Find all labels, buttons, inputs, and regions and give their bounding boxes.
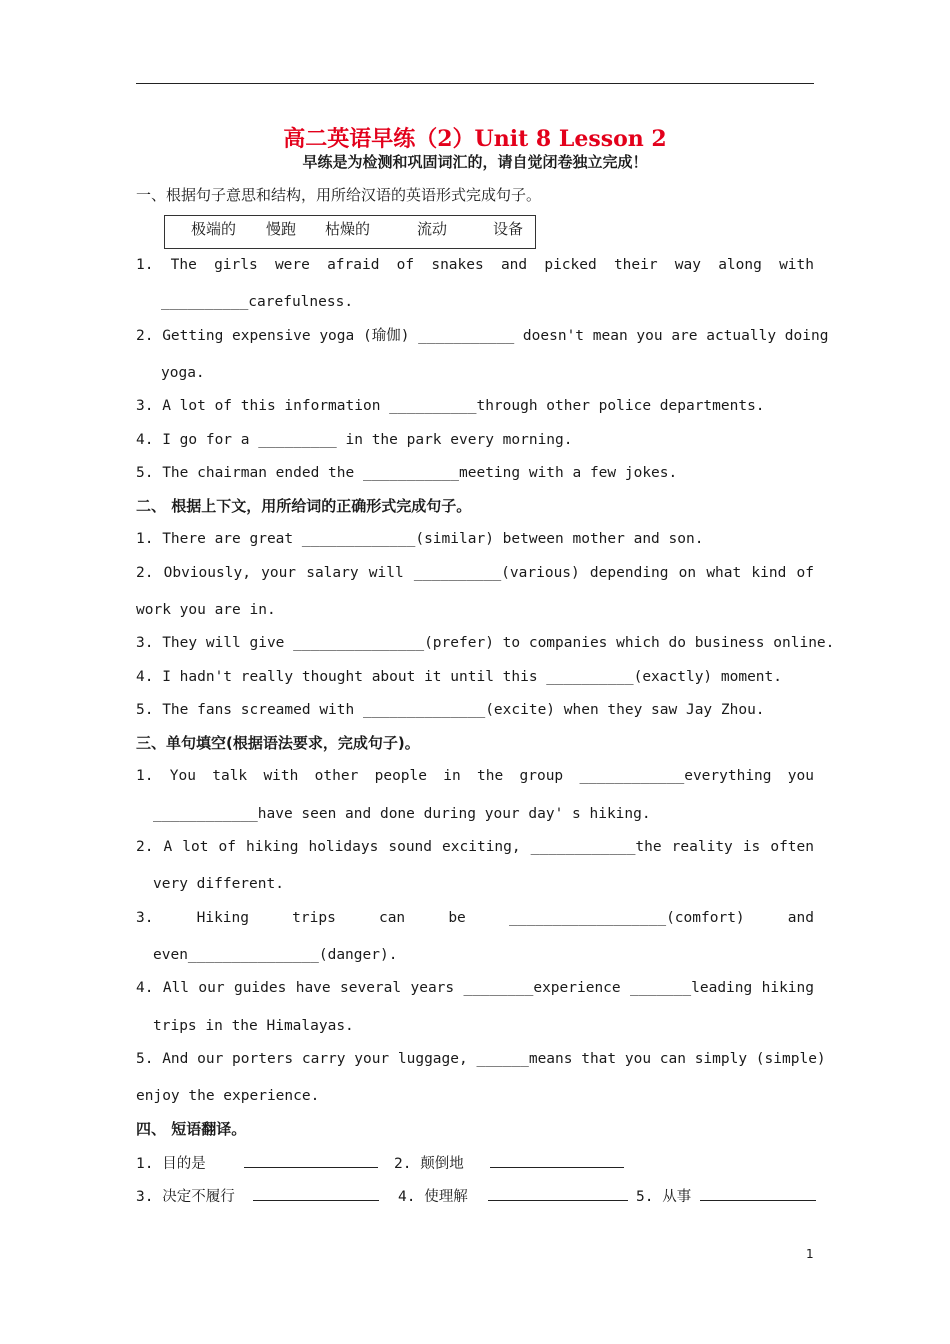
s1-question-5: 5. The chairman ended the ___________meeting with a few jokes. bbox=[136, 465, 678, 481]
phrase-item-4 bbox=[398, 1186, 628, 1207]
word-box-item: 流动 bbox=[417, 220, 448, 238]
s3-question-5: 5. And our porters carry your luggage, ______means that you can simply (simple) bbox=[136, 1051, 826, 1067]
s3-question-5-cont: enjoy the experience. bbox=[136, 1088, 320, 1104]
s1-question-4: 4. I go for a _________ in the park every morning. bbox=[136, 432, 573, 448]
section-3-heading: 三、单句填空(根据语法要求，完成句子)。 bbox=[136, 734, 420, 752]
s1-question-2: 2. Getting expensive yoga (瑜伽) ___________ doesn't mean you are actually doing bbox=[136, 328, 829, 344]
section-2-heading: 二、 根据上下文，用所给词的正确形式完成句子。 bbox=[136, 497, 472, 515]
answer-blank bbox=[244, 1153, 378, 1168]
s1-question-3: 3. A lot of this information __________through other police departments. bbox=[136, 398, 765, 414]
phrase-label: 5. 从事 bbox=[636, 1189, 692, 1205]
phrase-item-3 bbox=[136, 1186, 379, 1207]
word-box-item: 枯燥的 bbox=[325, 220, 371, 238]
page-subtitle: 早练是为检测和巩固词汇的，请自觉闭卷独立完成！ bbox=[302, 153, 648, 171]
word-box-item: 极端的 bbox=[191, 220, 237, 238]
s3-question-3-cont: even_______________(danger). bbox=[153, 947, 398, 963]
answer-blank bbox=[700, 1186, 816, 1201]
answer-blank bbox=[490, 1153, 624, 1168]
phrase-label: 3. 决定不履行 bbox=[136, 1189, 235, 1205]
phrase-label: 1. 目的是 bbox=[136, 1156, 206, 1172]
phrase-item-5 bbox=[636, 1186, 816, 1207]
word-box-item: 慢跑 bbox=[266, 220, 297, 238]
s3-question-1: 1. You talk with other people in the group ____________everything you bbox=[136, 768, 814, 784]
s2-question-5: 5. The fans screamed with ______________(excite) when they saw Jay Zhou. bbox=[136, 702, 765, 718]
s2-question-2: 2. Obviously, your salary will __________(various) depending on what kind of bbox=[136, 565, 814, 581]
answer-blank bbox=[488, 1186, 628, 1201]
answer-blank bbox=[253, 1186, 379, 1201]
phrase-item-1 bbox=[136, 1153, 378, 1174]
s3-question-1-cont: ____________have seen and done during your day' s hiking. bbox=[153, 806, 651, 822]
s2-question-2-cont: work you are in. bbox=[136, 602, 276, 618]
s2-question-3: 3. They will give _______________(prefer) to companies which do business online. bbox=[136, 635, 835, 651]
page-number: 1 bbox=[806, 1247, 814, 1261]
page-title: 高二英语早练（2）Unit 8 Lesson 2 bbox=[283, 126, 667, 152]
phrase-label: 2. 颠倒地 bbox=[394, 1156, 464, 1172]
s3-question-2: 2. A lot of hiking holidays sound exciting, ____________the reality is often bbox=[136, 839, 814, 855]
s2-question-1: 1. There are great _____________(similar) between mother and son. bbox=[136, 531, 704, 547]
phrase-label: 4. 使理解 bbox=[398, 1189, 468, 1205]
s2-question-4: 4. I hadn't really thought about it until this __________(exactly) moment. bbox=[136, 669, 783, 685]
s3-question-4: 4. All our guides have several years ________experience _______leading hiking bbox=[136, 980, 814, 996]
s3-question-4-cont: trips in the Himalayas. bbox=[153, 1018, 354, 1034]
phrase-item-2 bbox=[394, 1153, 624, 1174]
word-box-item: 设备 bbox=[493, 220, 524, 238]
top-rule bbox=[136, 83, 814, 84]
section-1-heading: 一、根据句子意思和结构，用所给汉语的英语形式完成句子。 bbox=[136, 186, 542, 204]
s3-question-3: 3. Hiking trips can be __________________(comfort) and bbox=[136, 910, 814, 926]
s1-question-1: 1. The girls were afraid of snakes and picked their way along with bbox=[136, 257, 814, 273]
section-4-heading: 四、 短语翻译。 bbox=[136, 1120, 247, 1138]
s3-question-2-cont: very different. bbox=[153, 876, 284, 892]
s1-question-2-cont: yoga. bbox=[161, 365, 205, 381]
s1-question-1-cont: __________carefulness. bbox=[161, 294, 354, 310]
